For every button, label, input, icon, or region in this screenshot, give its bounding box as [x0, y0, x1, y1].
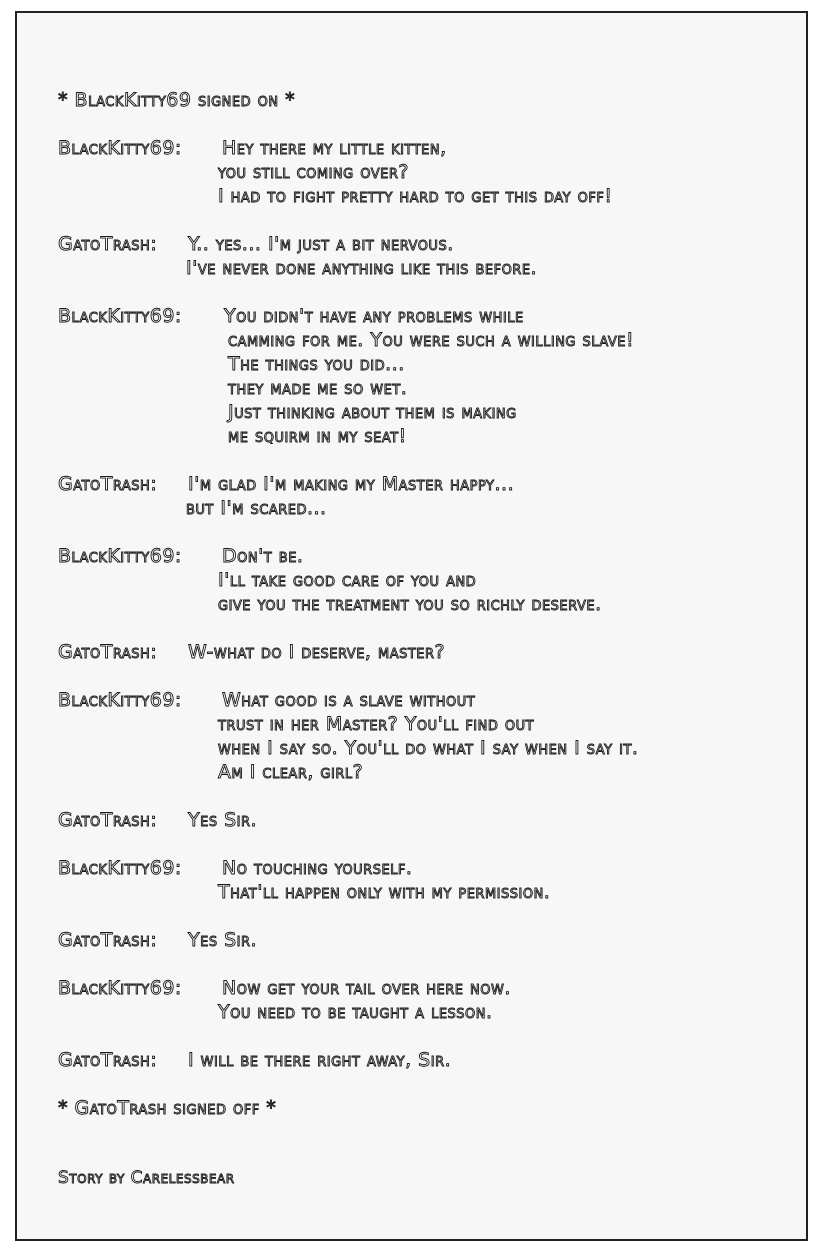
message-speaker: GatoTrash:: [58, 641, 158, 663]
message-speaker: GatoTrash:: [58, 473, 158, 495]
message-line: What good is a slave without: [222, 689, 476, 711]
message-line: No touching yourself.: [222, 857, 413, 879]
message-line: You didn't have any problems while: [224, 305, 524, 327]
message-line: The things you did...: [228, 353, 405, 375]
message-line: I had to fight pretty hard to get this day off!: [218, 185, 613, 207]
message-line: Hey there my little kitten,: [222, 137, 447, 159]
message-speaker: BlackKitty69:: [58, 305, 182, 327]
message-line: give you the treatment you so richly deserve.: [218, 593, 602, 615]
message-line: I will be there right away, Sir.: [188, 1049, 452, 1071]
story-credit: Story by Carelessbear: [58, 1168, 235, 1188]
message-speaker: BlackKitty69:: [58, 545, 182, 567]
message-speaker: BlackKitty69:: [58, 977, 182, 999]
system-signed-off: * GatoTrash signed off *: [58, 1097, 277, 1119]
message-speaker: BlackKitty69:: [58, 689, 182, 711]
message-speaker: GatoTrash:: [58, 809, 158, 831]
message-line: camming for me. You were such a willing slave!: [228, 329, 635, 351]
message-line: you still coming over?: [218, 161, 409, 183]
message-line: when I say so. You'll do what I say when I say it.: [218, 737, 639, 759]
message-line: Just thinking about them is making: [228, 401, 517, 423]
message-line: Yes Sir.: [188, 929, 258, 951]
message-speaker: GatoTrash:: [58, 929, 158, 951]
message-line: they made me so wet.: [228, 377, 408, 399]
message-line: Don't be.: [222, 545, 304, 567]
message-line: W-what do I deserve, master?: [188, 641, 446, 663]
message-line: I've never done anything like this before.: [186, 257, 538, 279]
system-signed-on: * BlackKitty69 signed on *: [58, 89, 296, 111]
message-line: I'm glad I'm making my Master happy...: [188, 473, 515, 495]
message-line: That'll happen only with my permission.: [218, 881, 551, 903]
message-line: but I'm scared...: [186, 497, 327, 519]
message-line: Now get your tail over here now.: [222, 977, 511, 999]
message-speaker: GatoTrash:: [58, 1049, 158, 1071]
message-line: trust in her Master? You'll find out: [218, 713, 535, 735]
message-line: I'll take good care of you and: [218, 569, 477, 591]
message-speaker: GatoTrash:: [58, 233, 158, 255]
message-line: me squirm in my seat!: [228, 425, 407, 447]
message-line: Am I clear, girl?: [218, 761, 364, 783]
message-line: Yes Sir.: [188, 809, 258, 831]
message-speaker: BlackKitty69:: [58, 857, 182, 879]
message-line: Y.. yes... I'm just a bit nervous.: [188, 233, 454, 255]
message-line: You need to be taught a lesson.: [218, 1001, 493, 1023]
message-speaker: BlackKitty69:: [58, 137, 182, 159]
